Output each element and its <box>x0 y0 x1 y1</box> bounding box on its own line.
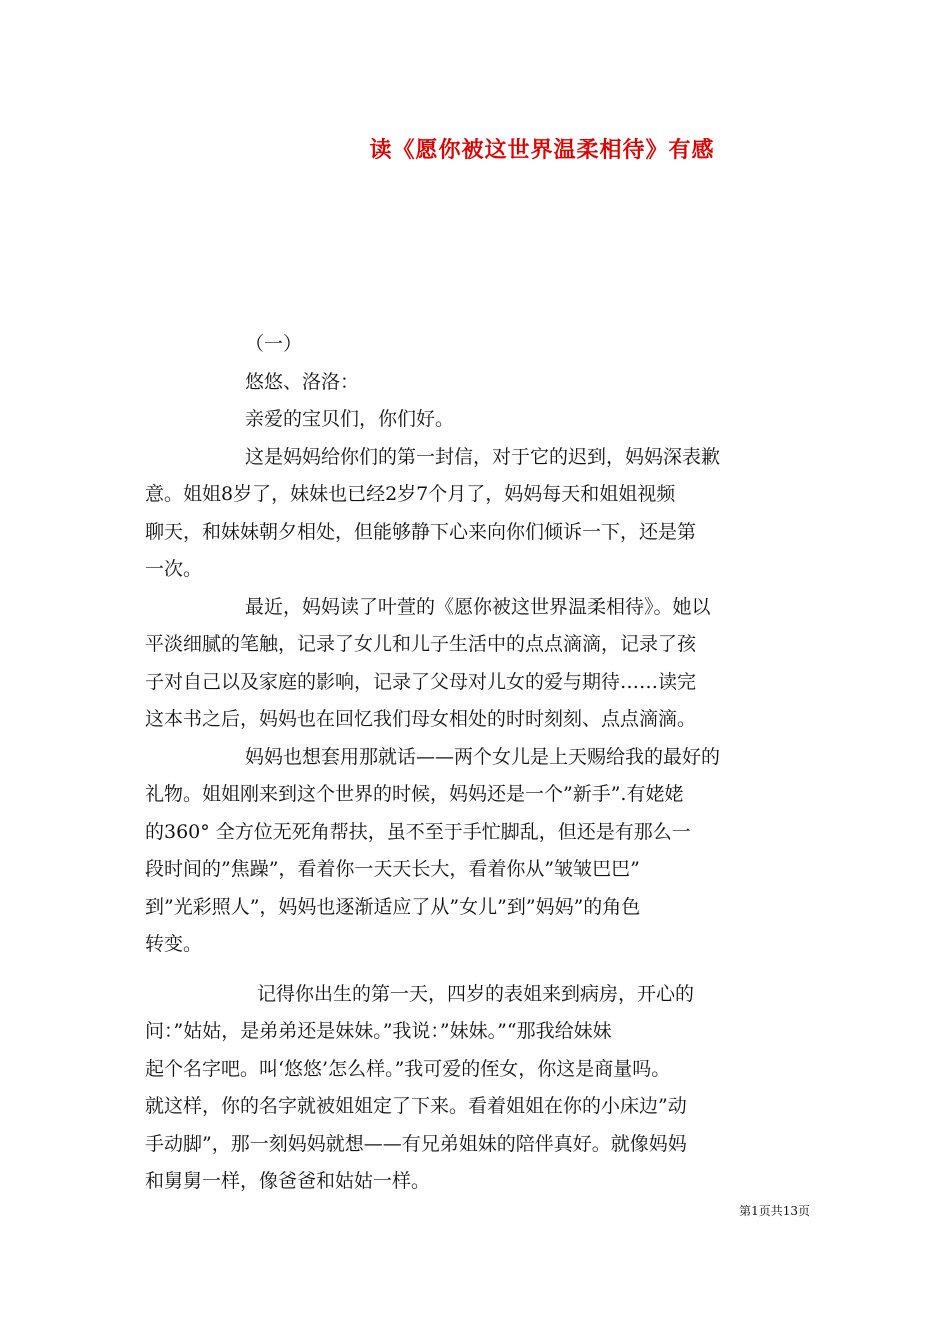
paragraph-4 <box>145 976 809 1201</box>
paragraph-line: 最近，妈妈读了叶萱的《愿你被这世界温柔相待》。她以 <box>245 595 711 618</box>
paragraph-3 <box>145 739 809 964</box>
paragraph-line: 这本书之后，妈妈也在回忆我们母女相处的时时刻刻、点点滴滴。 <box>145 708 697 730</box>
paragraph-line: 到”光彩照人”，妈妈也逐渐适应了从”女儿”到”妈妈”的角色 <box>145 895 641 918</box>
paragraph-line: 手动脚”，那一刻妈妈就想——有兄弟姐妹的陪伴真好。就像妈妈 <box>145 1132 687 1155</box>
paragraph-line: 起个名字吧。叫‘悠悠’怎么样。”我可爱的侄女，你这是商量吗。 <box>145 1057 671 1080</box>
salutation: 悠悠、洛洛： <box>245 370 360 393</box>
paragraph-line: 子对自己以及家庭的影响，记录了父母对儿女的爱与期待……读完 <box>145 670 697 693</box>
paragraph-line: 转变。 <box>145 933 203 955</box>
section-marker: （一） <box>245 333 303 355</box>
paragraph-1 <box>145 439 809 589</box>
paragraph-line: 记得你出生的第一天，四岁的表姐来到病房，开心的 <box>257 982 695 1005</box>
paragraph-line: 意。姐姐8岁了，妹妹也已经2岁7个月了，妈妈每天和姐姐视频 <box>145 483 676 505</box>
paragraph-line: 段时间的”焦躁”，看着你一天天长大，看着你从”皱皱巴巴” <box>145 858 640 880</box>
paragraph-line: 礼物。姐姐刚来到这个世界的时候，妈妈还是一个”新手”.有姥姥 <box>145 783 684 805</box>
paragraph-line: 妈妈也想套用那就话——两个女儿是上天赐给我的最好的 <box>245 745 721 768</box>
paragraph-line: 和舅舅一样，像爸爸和姑姑一样。 <box>145 1170 431 1192</box>
paragraph-2 <box>145 589 809 739</box>
letter-body <box>145 326 809 1201</box>
paragraph-line: 聊天，和妹妹朝夕相处，但能够静下心来向你们倾诉一下，还是第 <box>145 520 697 543</box>
paragraph-line: 这是妈妈给你们的第一封信，对于它的迟到，妈妈深表歉 <box>245 445 721 468</box>
paragraph-line: 平淡细腻的笔触，记录了女儿和儿子生活中的点点滴滴，记录了孩 <box>145 633 697 655</box>
paragraph-line: 就这样，你的名字就被姐姐定了下来。看着姐姐在你的小床边”动 <box>145 1095 687 1117</box>
paragraph-line: 一次。 <box>145 558 203 580</box>
paragraph-line: 问：”姑姑，是弟弟还是妹妹。”我说：”妹妹。”“那我给妹妹 <box>145 1020 612 1042</box>
document-title: 读《愿你被这世界温柔相待》有感 <box>369 137 715 163</box>
paragraph-gap <box>145 964 809 976</box>
greeting: 亲爱的宝贝们，你们好。 <box>245 408 455 430</box>
paragraph-line: 的360° 全方位无死角帮扶，虽不至于手忙脚乱，但还是有那么一 <box>145 820 691 843</box>
page-number-footer: 第1页共13页 <box>739 1204 810 1218</box>
